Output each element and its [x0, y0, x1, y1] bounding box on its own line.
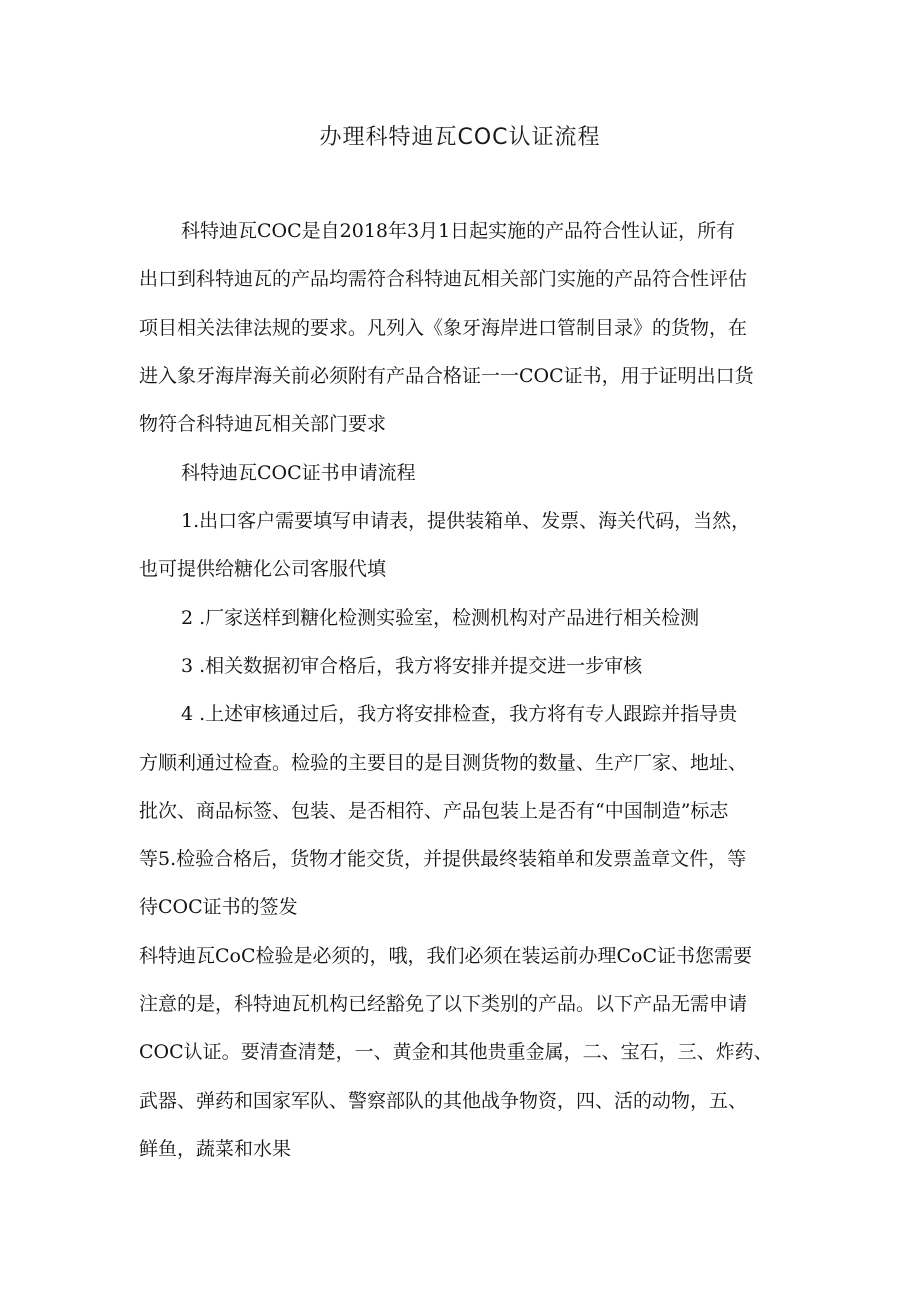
step-line: 也可提供给糖化公司客服代填 [139, 558, 387, 580]
step-line: 批次、商品标签、包装、是否相符、产品包装上是否有“中国制造”标志 [139, 800, 729, 822]
body-line: 项目相关法律法规的要求。凡列入《象牙海岸进口管制目录》的货物，在 [139, 317, 748, 339]
step-line: 方顺利通过检查。检验的主要目的是目测货物的数量、生产厂家、地址、 [139, 752, 748, 774]
body-line: 鲜鱼，蔬菜和水果 [139, 1138, 292, 1160]
section-heading: 科特迪瓦COC证书申请流程 [181, 462, 416, 484]
step-line: 1.出口客户需要填写申请表，提供装箱单、发票、海关代码，当然， [181, 510, 751, 532]
body-line: 科特迪瓦COC是自2018年3月1日起实施的产品符合性认证，所有 [181, 220, 736, 242]
body-line: COC认证。要清查清楚，一、黄金和其他贵重金属，二、宝石，三、炸药、 [139, 1041, 773, 1063]
body-line: 进入象牙海岸海关前必须附有产品合格证一一COC证书，用于证明出口货 [139, 365, 754, 387]
step-line: 等5.检验合格后，货物才能交货，并提供最终装箱单和发票盖章文件，等 [139, 848, 747, 870]
body-line: 物符合科特迪瓦相关部门要求 [139, 413, 387, 435]
step-line: 待COC证书的签发 [139, 896, 298, 918]
document-title: 办理科特迪瓦COC认证流程 [319, 125, 601, 150]
step-line: 2 .厂家送样到糖化检测实验室，检测机构对产品进行相关检测 [181, 607, 700, 629]
body-line: 注意的是，科特迪瓦机构已经豁免了以下类别的产品。以下产品无需申请 [139, 993, 748, 1015]
body-line: 科特迪瓦CoC检验是必须的，哦，我们必须在装运前办理CoC证书您需要 [139, 945, 753, 967]
body-line: 武器、弹药和国家军队、警察部队的其他战争物资，四、活的动物，五、 [139, 1090, 748, 1112]
step-line: 4 .上述审核通过后，我方将安排检查，我方将有专人跟踪并指导贵 [181, 703, 738, 725]
step-line: 3 .相关数据初审合格后，我方将安排并提交进一步审核 [181, 655, 643, 677]
body-line: 出口到科特迪瓦的产品均需符合科特迪瓦相关部门实施的产品符合性评估 [139, 268, 748, 290]
